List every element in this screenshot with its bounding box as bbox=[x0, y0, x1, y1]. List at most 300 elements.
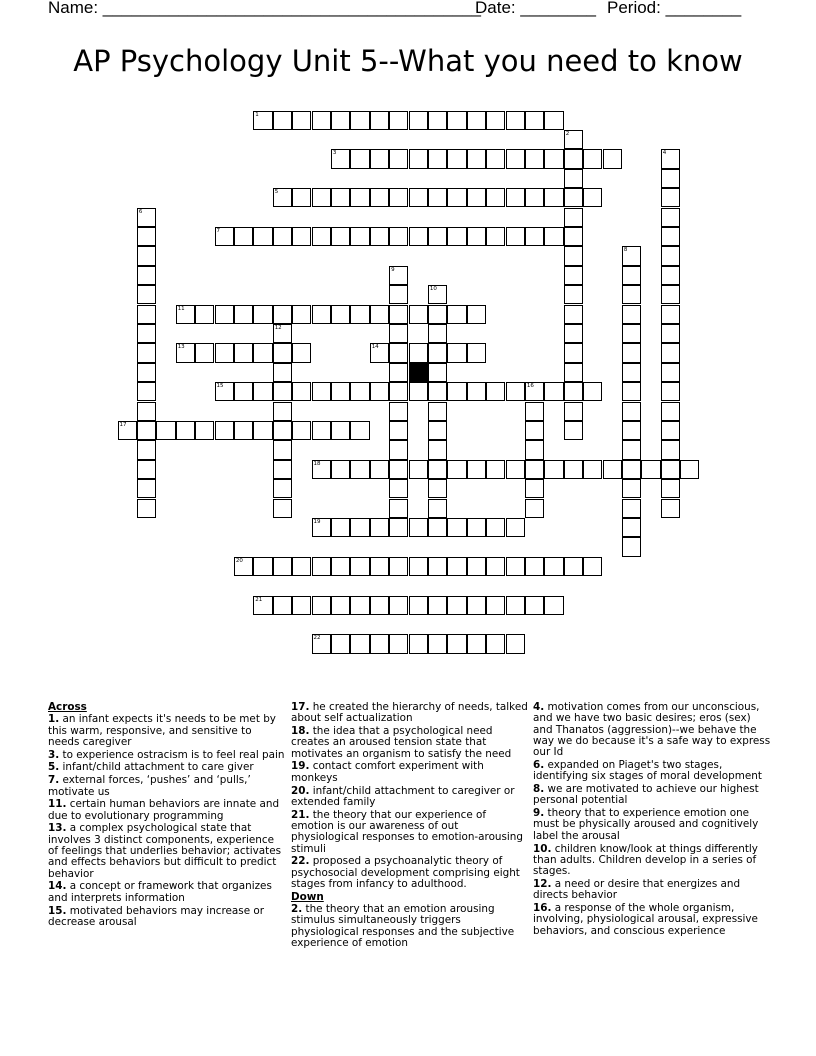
grid-cell[interactable] bbox=[525, 227, 544, 246]
grid-cell[interactable] bbox=[622, 285, 641, 304]
grid-cell[interactable] bbox=[253, 227, 272, 246]
grid-cell[interactable] bbox=[389, 285, 408, 304]
grid-cell[interactable] bbox=[603, 460, 622, 479]
grid-cell[interactable] bbox=[544, 111, 563, 130]
grid-cell[interactable] bbox=[661, 169, 680, 188]
grid-cell[interactable] bbox=[544, 227, 563, 246]
grid-cell[interactable] bbox=[350, 111, 369, 130]
grid-cell[interactable] bbox=[661, 149, 680, 168]
grid-cell[interactable] bbox=[409, 596, 428, 615]
grid-cell[interactable] bbox=[292, 421, 311, 440]
grid-cell[interactable] bbox=[331, 557, 350, 576]
grid-cell[interactable] bbox=[312, 634, 331, 653]
grid-cell[interactable] bbox=[273, 421, 292, 440]
grid-cell[interactable] bbox=[467, 111, 486, 130]
grid-cell[interactable] bbox=[253, 305, 272, 324]
grid-cell[interactable] bbox=[389, 499, 408, 518]
grid-cell[interactable] bbox=[661, 440, 680, 459]
grid-cell[interactable] bbox=[215, 305, 234, 324]
clue-text: external forces, ‘pushes’ and ‘pulls,’ motivate us bbox=[48, 774, 251, 798]
grid-cell[interactable] bbox=[506, 460, 525, 479]
grid-cell[interactable] bbox=[622, 363, 641, 382]
grid-cell[interactable] bbox=[292, 343, 311, 362]
grid-cell[interactable] bbox=[622, 499, 641, 518]
grid-cell[interactable] bbox=[312, 596, 331, 615]
grid-cell[interactable] bbox=[583, 460, 602, 479]
grid-cell[interactable] bbox=[350, 305, 369, 324]
grid-cell[interactable] bbox=[409, 305, 428, 324]
grid-cell[interactable] bbox=[428, 479, 447, 498]
grid-cell[interactable] bbox=[622, 402, 641, 421]
grid-cell[interactable] bbox=[331, 111, 350, 130]
grid-cell[interactable] bbox=[564, 382, 583, 401]
grid-cell[interactable] bbox=[312, 460, 331, 479]
grid-cell[interactable] bbox=[661, 266, 680, 285]
grid-cell[interactable] bbox=[215, 343, 234, 362]
grid-cell[interactable] bbox=[409, 460, 428, 479]
grid-cell[interactable] bbox=[370, 305, 389, 324]
grid-cell[interactable] bbox=[583, 382, 602, 401]
name-field[interactable]: Name: ________________________________________ bbox=[48, 0, 481, 17]
grid-cell[interactable] bbox=[331, 596, 350, 615]
grid-cell[interactable] bbox=[544, 596, 563, 615]
grid-cell[interactable] bbox=[447, 518, 466, 537]
grid-cell[interactable] bbox=[447, 227, 466, 246]
grid-cell[interactable] bbox=[447, 460, 466, 479]
grid-cell[interactable] bbox=[486, 149, 505, 168]
grid-cell[interactable] bbox=[331, 421, 350, 440]
grid-cell[interactable] bbox=[331, 305, 350, 324]
grid-cell[interactable] bbox=[428, 305, 447, 324]
grid-cell[interactable] bbox=[564, 130, 583, 149]
grid-cell[interactable] bbox=[331, 460, 350, 479]
grid-cell[interactable] bbox=[292, 111, 311, 130]
grid-cell[interactable] bbox=[273, 305, 292, 324]
grid-cell[interactable] bbox=[506, 634, 525, 653]
grid-cell[interactable] bbox=[273, 343, 292, 362]
grid-cell[interactable] bbox=[564, 227, 583, 246]
grid-cell[interactable] bbox=[583, 557, 602, 576]
grid-cell[interactable] bbox=[564, 343, 583, 362]
grid-cell[interactable] bbox=[312, 382, 331, 401]
grid-cell[interactable] bbox=[370, 149, 389, 168]
grid-cell[interactable] bbox=[331, 634, 350, 653]
grid-cell[interactable] bbox=[389, 518, 408, 537]
grid-cell[interactable] bbox=[137, 460, 156, 479]
grid-cell[interactable] bbox=[564, 149, 583, 168]
grid-cell[interactable] bbox=[525, 596, 544, 615]
grid-cell[interactable] bbox=[564, 324, 583, 343]
grid-cell[interactable] bbox=[350, 518, 369, 537]
grid-cell[interactable] bbox=[428, 440, 447, 459]
grid-cell[interactable] bbox=[137, 382, 156, 401]
grid-cell[interactable] bbox=[661, 246, 680, 265]
grid-cell[interactable] bbox=[215, 421, 234, 440]
grid-cell[interactable] bbox=[447, 111, 466, 130]
grid-cell[interactable] bbox=[506, 227, 525, 246]
grid-cell[interactable] bbox=[389, 188, 408, 207]
grid-cell[interactable] bbox=[506, 518, 525, 537]
grid-cell[interactable] bbox=[234, 305, 253, 324]
grid-cell[interactable] bbox=[428, 596, 447, 615]
grid-cell[interactable] bbox=[253, 111, 272, 130]
grid-cell[interactable] bbox=[273, 596, 292, 615]
grid-cell[interactable] bbox=[273, 402, 292, 421]
grid-cell[interactable] bbox=[389, 460, 408, 479]
grid-cell[interactable] bbox=[350, 382, 369, 401]
grid-cell[interactable] bbox=[661, 343, 680, 362]
grid-cell[interactable] bbox=[447, 382, 466, 401]
grid-cell[interactable] bbox=[564, 460, 583, 479]
grid-cell[interactable] bbox=[564, 402, 583, 421]
grid-cell[interactable] bbox=[525, 460, 544, 479]
grid-cell[interactable] bbox=[428, 634, 447, 653]
grid-cell[interactable] bbox=[137, 208, 156, 227]
grid-cell[interactable] bbox=[312, 421, 331, 440]
date-field[interactable]: Date: ________ bbox=[475, 0, 596, 17]
grid-cell[interactable] bbox=[525, 188, 544, 207]
grid-cell[interactable] bbox=[137, 363, 156, 382]
grid-cell[interactable] bbox=[331, 518, 350, 537]
grid-cell[interactable] bbox=[234, 421, 253, 440]
grid-cell[interactable] bbox=[273, 324, 292, 343]
grid-cell[interactable] bbox=[486, 188, 505, 207]
grid-cell[interactable] bbox=[350, 460, 369, 479]
grid-cell[interactable] bbox=[350, 227, 369, 246]
grid-cell[interactable] bbox=[447, 634, 466, 653]
grid-cell[interactable] bbox=[622, 537, 641, 556]
grid-cell[interactable] bbox=[350, 634, 369, 653]
grid-cell[interactable] bbox=[622, 305, 641, 324]
grid-cell[interactable] bbox=[409, 227, 428, 246]
grid-cell[interactable] bbox=[467, 382, 486, 401]
grid-cell[interactable] bbox=[312, 111, 331, 130]
grid-cell[interactable] bbox=[350, 188, 369, 207]
grid-cell[interactable] bbox=[389, 305, 408, 324]
grid-cell[interactable] bbox=[389, 479, 408, 498]
grid-cell[interactable] bbox=[661, 227, 680, 246]
grid-cell[interactable] bbox=[234, 227, 253, 246]
grid-cell[interactable] bbox=[486, 596, 505, 615]
grid-cell[interactable] bbox=[428, 188, 447, 207]
grid-cell[interactable] bbox=[661, 499, 680, 518]
grid-cell[interactable] bbox=[467, 188, 486, 207]
grid-cell[interactable] bbox=[273, 479, 292, 498]
grid-cell[interactable] bbox=[564, 266, 583, 285]
grid-cell[interactable] bbox=[389, 343, 408, 362]
grid-cell[interactable] bbox=[312, 518, 331, 537]
grid-cell[interactable] bbox=[370, 634, 389, 653]
grid-cell[interactable] bbox=[312, 188, 331, 207]
grid-cell[interactable] bbox=[622, 382, 641, 401]
grid-cell[interactable] bbox=[389, 382, 408, 401]
grid-cell[interactable] bbox=[292, 557, 311, 576]
grid-cell[interactable] bbox=[253, 421, 272, 440]
grid-cell[interactable] bbox=[564, 421, 583, 440]
grid-cell[interactable] bbox=[525, 479, 544, 498]
grid-cell[interactable] bbox=[137, 266, 156, 285]
grid-cell[interactable] bbox=[467, 460, 486, 479]
grid-cell[interactable] bbox=[409, 188, 428, 207]
grid-cell[interactable] bbox=[370, 111, 389, 130]
grid-cell[interactable] bbox=[137, 499, 156, 518]
grid-cell[interactable] bbox=[137, 421, 156, 440]
grid-cell[interactable] bbox=[273, 363, 292, 382]
grid-cell[interactable] bbox=[253, 343, 272, 362]
clue-number-label: 8 bbox=[623, 247, 628, 254]
grid-cell[interactable] bbox=[370, 518, 389, 537]
grid-cell[interactable] bbox=[389, 266, 408, 285]
grid-cell[interactable] bbox=[273, 460, 292, 479]
grid-cell[interactable] bbox=[234, 557, 253, 576]
grid-cell[interactable] bbox=[622, 440, 641, 459]
grid-cell[interactable] bbox=[409, 149, 428, 168]
grid-cell[interactable] bbox=[525, 382, 544, 401]
grid-cell[interactable] bbox=[583, 188, 602, 207]
grid-cell[interactable] bbox=[370, 460, 389, 479]
grid-cell[interactable] bbox=[564, 305, 583, 324]
grid-cell[interactable] bbox=[409, 382, 428, 401]
grid-cell[interactable] bbox=[661, 305, 680, 324]
grid-cell[interactable] bbox=[428, 460, 447, 479]
grid-cell[interactable] bbox=[253, 596, 272, 615]
grid-cell[interactable] bbox=[312, 557, 331, 576]
period-field[interactable]: Period: ________ bbox=[607, 0, 742, 17]
grid-cell[interactable] bbox=[564, 188, 583, 207]
grid-cell[interactable] bbox=[486, 382, 505, 401]
grid-cell[interactable] bbox=[137, 402, 156, 421]
grid-cell[interactable] bbox=[292, 596, 311, 615]
grid-cell[interactable] bbox=[506, 557, 525, 576]
grid-cell[interactable] bbox=[622, 266, 641, 285]
grid-cell[interactable] bbox=[409, 111, 428, 130]
grid-cell[interactable] bbox=[428, 149, 447, 168]
grid-cell[interactable] bbox=[370, 343, 389, 362]
grid-cell[interactable] bbox=[525, 421, 544, 440]
grid-cell[interactable] bbox=[603, 149, 622, 168]
grid-cell[interactable] bbox=[447, 343, 466, 362]
grid-cell[interactable] bbox=[292, 227, 311, 246]
grid-cell[interactable] bbox=[428, 111, 447, 130]
grid-cell[interactable] bbox=[564, 169, 583, 188]
grid-cell[interactable] bbox=[486, 227, 505, 246]
grid-cell[interactable] bbox=[253, 382, 272, 401]
grid-cell[interactable] bbox=[428, 499, 447, 518]
grid-cell[interactable] bbox=[641, 460, 660, 479]
grid-cell[interactable] bbox=[486, 634, 505, 653]
grid-cell[interactable] bbox=[389, 557, 408, 576]
grid-cell[interactable] bbox=[428, 324, 447, 343]
grid-cell[interactable] bbox=[525, 149, 544, 168]
grid-cell[interactable] bbox=[661, 382, 680, 401]
grid-cell[interactable] bbox=[176, 305, 195, 324]
grid-cell[interactable] bbox=[350, 596, 369, 615]
grid-cell[interactable] bbox=[544, 149, 563, 168]
grid-cell[interactable] bbox=[564, 363, 583, 382]
grid-cell[interactable] bbox=[525, 402, 544, 421]
grid-cell[interactable] bbox=[467, 343, 486, 362]
grid-cell[interactable] bbox=[486, 460, 505, 479]
grid-cell[interactable] bbox=[292, 382, 311, 401]
grid-cell[interactable] bbox=[447, 149, 466, 168]
grid-cell[interactable] bbox=[622, 246, 641, 265]
grid-cell[interactable] bbox=[525, 440, 544, 459]
grid-cell[interactable] bbox=[486, 111, 505, 130]
grid-cell[interactable] bbox=[370, 596, 389, 615]
grid-cell[interactable] bbox=[467, 518, 486, 537]
grid-cell[interactable] bbox=[137, 324, 156, 343]
grid-cell[interactable] bbox=[273, 499, 292, 518]
grid-cell[interactable] bbox=[680, 460, 699, 479]
grid-cell[interactable] bbox=[544, 382, 563, 401]
grid-cell[interactable] bbox=[253, 557, 272, 576]
grid-cell[interactable] bbox=[564, 557, 583, 576]
grid-cell[interactable] bbox=[447, 557, 466, 576]
grid-cell[interactable] bbox=[389, 363, 408, 382]
grid-cell[interactable] bbox=[661, 285, 680, 304]
grid-cell[interactable] bbox=[292, 188, 311, 207]
grid-cell[interactable] bbox=[525, 111, 544, 130]
grid-cell[interactable] bbox=[506, 111, 525, 130]
grid-cell[interactable] bbox=[544, 188, 563, 207]
grid-cell[interactable] bbox=[118, 421, 137, 440]
grid-cell[interactable] bbox=[661, 208, 680, 227]
grid-cell[interactable] bbox=[389, 111, 408, 130]
grid-cell[interactable] bbox=[622, 460, 641, 479]
grid-cell[interactable] bbox=[428, 382, 447, 401]
grid-cell[interactable] bbox=[467, 596, 486, 615]
grid-cell[interactable] bbox=[389, 421, 408, 440]
grid-cell[interactable] bbox=[350, 557, 369, 576]
grid-cell[interactable] bbox=[331, 382, 350, 401]
grid-cell[interactable] bbox=[370, 188, 389, 207]
grid-cell[interactable] bbox=[544, 460, 563, 479]
grid-cell[interactable] bbox=[486, 518, 505, 537]
grid-cell[interactable] bbox=[661, 479, 680, 498]
grid-cell[interactable] bbox=[428, 421, 447, 440]
grid-cell[interactable] bbox=[447, 305, 466, 324]
grid-cell[interactable] bbox=[312, 227, 331, 246]
grid-cell[interactable] bbox=[564, 208, 583, 227]
grid-cell[interactable] bbox=[428, 285, 447, 304]
grid-cell[interactable] bbox=[467, 634, 486, 653]
grid-cell[interactable] bbox=[506, 188, 525, 207]
grid-cell[interactable] bbox=[370, 382, 389, 401]
grid-cell[interactable] bbox=[409, 557, 428, 576]
grid-cell[interactable] bbox=[331, 227, 350, 246]
grid-cell[interactable] bbox=[137, 285, 156, 304]
grid-cell[interactable] bbox=[428, 557, 447, 576]
grid-cell[interactable] bbox=[622, 343, 641, 362]
grid-cell[interactable] bbox=[409, 343, 428, 362]
grid-cell[interactable] bbox=[292, 305, 311, 324]
grid-cell[interactable] bbox=[137, 479, 156, 498]
grid-cell[interactable] bbox=[137, 305, 156, 324]
grid-cell[interactable] bbox=[661, 363, 680, 382]
grid-cell[interactable] bbox=[350, 149, 369, 168]
grid-cell[interactable] bbox=[137, 227, 156, 246]
grid-cell[interactable] bbox=[156, 421, 175, 440]
grid-cell[interactable] bbox=[428, 518, 447, 537]
grid-cell[interactable] bbox=[195, 343, 214, 362]
grid-cell[interactable] bbox=[234, 343, 253, 362]
grid-cell[interactable] bbox=[622, 324, 641, 343]
grid-cell[interactable] bbox=[273, 382, 292, 401]
grid-cell[interactable] bbox=[506, 382, 525, 401]
grid-cell[interactable] bbox=[467, 149, 486, 168]
grid-cell[interactable] bbox=[428, 402, 447, 421]
grid-cell[interactable] bbox=[389, 149, 408, 168]
grid-cell[interactable] bbox=[389, 402, 408, 421]
grid-cell[interactable] bbox=[661, 324, 680, 343]
grid-cell[interactable] bbox=[622, 479, 641, 498]
grid-cell[interactable] bbox=[273, 111, 292, 130]
grid-cell[interactable] bbox=[409, 518, 428, 537]
grid-cell[interactable] bbox=[176, 343, 195, 362]
grid-cell[interactable] bbox=[234, 382, 253, 401]
grid-cell[interactable] bbox=[409, 634, 428, 653]
grid-cell[interactable] bbox=[389, 324, 408, 343]
grid-cell[interactable] bbox=[506, 149, 525, 168]
grid-cell[interactable] bbox=[467, 305, 486, 324]
grid-cell[interactable] bbox=[389, 596, 408, 615]
grid-cell[interactable] bbox=[447, 596, 466, 615]
grid-cell[interactable] bbox=[389, 440, 408, 459]
grid-cell[interactable] bbox=[525, 499, 544, 518]
grid-cell[interactable] bbox=[428, 363, 447, 382]
grid-cell[interactable] bbox=[370, 557, 389, 576]
grid-cell[interactable] bbox=[273, 440, 292, 459]
grid-cell[interactable] bbox=[661, 421, 680, 440]
grid-cell[interactable] bbox=[661, 188, 680, 207]
grid-cell[interactable] bbox=[312, 305, 331, 324]
grid-cell[interactable] bbox=[661, 460, 680, 479]
grid-cell[interactable] bbox=[525, 557, 544, 576]
grid-cell[interactable] bbox=[506, 596, 525, 615]
grid-cell[interactable] bbox=[273, 227, 292, 246]
grid-cell[interactable] bbox=[564, 246, 583, 265]
grid-cell[interactable] bbox=[137, 246, 156, 265]
grid-cell[interactable] bbox=[176, 421, 195, 440]
grid-cell[interactable] bbox=[215, 382, 234, 401]
grid-cell[interactable] bbox=[661, 402, 680, 421]
grid-cell[interactable] bbox=[273, 188, 292, 207]
grid-cell[interactable] bbox=[428, 343, 447, 362]
grid-cell[interactable] bbox=[370, 227, 389, 246]
grid-cell[interactable] bbox=[389, 634, 408, 653]
grid-cell[interactable] bbox=[273, 557, 292, 576]
grid-cell[interactable] bbox=[195, 305, 214, 324]
grid-cell[interactable] bbox=[447, 188, 466, 207]
grid-cell[interactable] bbox=[467, 557, 486, 576]
grid-cell[interactable] bbox=[350, 421, 369, 440]
grid-cell[interactable] bbox=[622, 518, 641, 537]
grid-cell[interactable] bbox=[544, 557, 563, 576]
grid-cell[interactable] bbox=[137, 440, 156, 459]
grid-cell[interactable] bbox=[428, 227, 447, 246]
grid-cell[interactable] bbox=[467, 227, 486, 246]
grid-cell[interactable] bbox=[564, 285, 583, 304]
grid-cell[interactable] bbox=[331, 149, 350, 168]
grid-cell[interactable] bbox=[195, 421, 214, 440]
grid-cell[interactable] bbox=[331, 188, 350, 207]
grid-cell[interactable] bbox=[486, 557, 505, 576]
grid-cell[interactable] bbox=[215, 227, 234, 246]
grid-cell[interactable] bbox=[622, 421, 641, 440]
grid-cell[interactable] bbox=[137, 343, 156, 362]
grid-cell[interactable] bbox=[583, 149, 602, 168]
grid-cell[interactable] bbox=[389, 227, 408, 246]
